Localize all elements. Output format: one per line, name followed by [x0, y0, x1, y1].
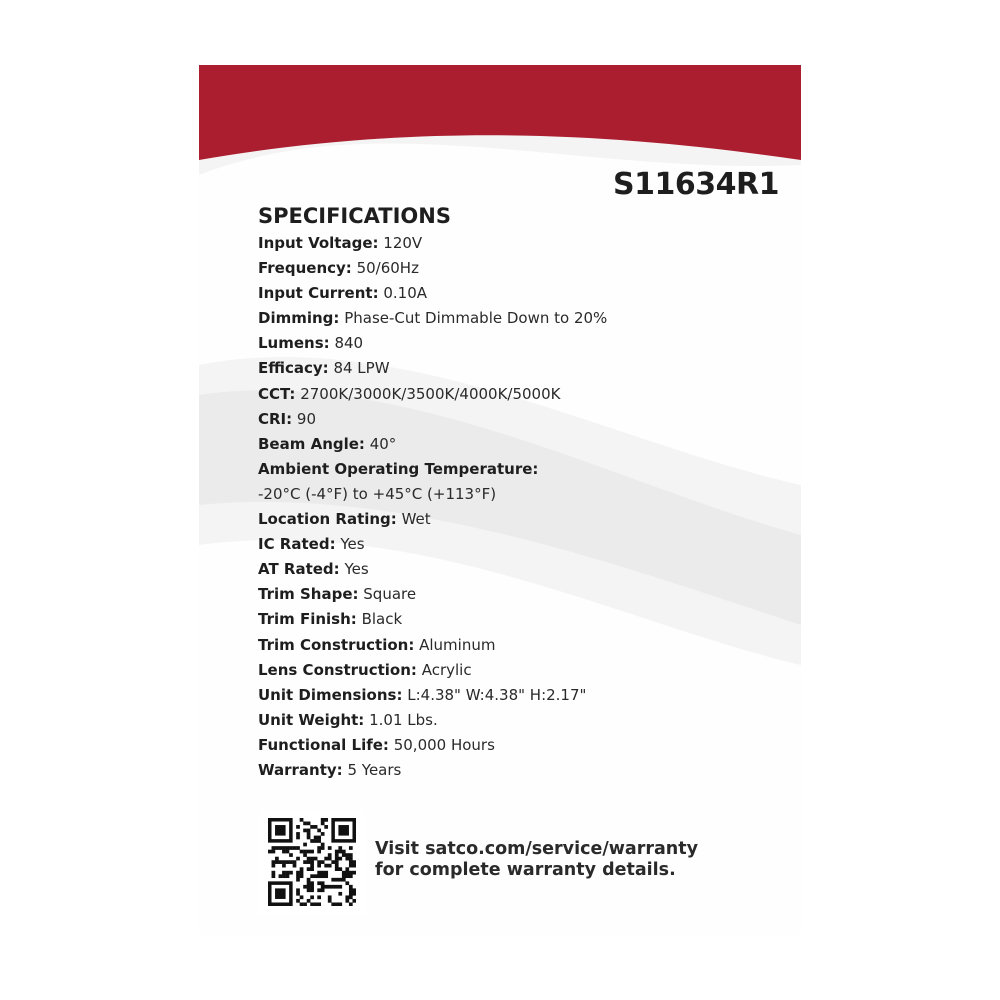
spec-value: 2700K/3000K/3500K/4000K/5000K	[300, 384, 561, 403]
spec-row	[258, 633, 607, 658]
spec-label: Unit Weight:	[258, 710, 365, 729]
spec-row	[258, 331, 607, 356]
specifications-list	[258, 231, 607, 783]
qr-code	[258, 810, 366, 915]
spec-row	[258, 382, 607, 407]
spec-value: 50/60Hz	[356, 259, 419, 278]
spec-label: Functional Life:	[258, 735, 389, 754]
spec-label: AT Rated:	[258, 560, 340, 579]
spec-label: Trim Construction:	[258, 635, 415, 654]
spec-value: 120V	[383, 234, 423, 252]
spec-value: 90	[296, 409, 317, 428]
spec-row	[258, 306, 607, 331]
spec-label: Trim Shape:	[258, 585, 359, 604]
spec-label: Dimming:	[258, 309, 340, 328]
spec-row	[258, 407, 607, 432]
spec-value: 50,000 Hours	[393, 735, 495, 754]
spec-row	[258, 356, 607, 381]
warranty-line-2: for complete warranty details.	[375, 860, 676, 880]
spec-label: Beam Angle:	[258, 434, 365, 453]
spec-label: Lens Construction:	[258, 660, 417, 679]
spec-value: 840	[334, 334, 364, 353]
warranty-line-1: Visit satco.com/service/warranty	[375, 839, 698, 859]
spec-row	[258, 683, 607, 708]
specifications-heading: SPECIFICATIONS	[258, 204, 451, 228]
spec-row	[258, 432, 607, 457]
spec-row	[258, 758, 607, 783]
spec-value: Phase-Cut Dimmable Down to 20%	[344, 309, 608, 328]
spec-value: 0.10A	[383, 284, 428, 303]
spec-value: 84 LPW	[333, 359, 390, 378]
spec-row	[258, 733, 607, 758]
spec-value: L:4.38" W:4.38" H:2.17"	[407, 685, 587, 704]
spec-value: 5 Years	[347, 760, 402, 779]
qr-code-icon	[268, 818, 356, 906]
spec-label: Warranty:	[258, 760, 343, 779]
spec-value: Wet	[401, 510, 431, 529]
spec-value: Yes	[340, 535, 365, 554]
spec-value: 1.01 Lbs.	[369, 710, 438, 729]
spec-card	[199, 65, 801, 935]
spec-label: IC Rated:	[258, 535, 336, 554]
spec-value: Yes	[344, 560, 369, 579]
spec-value: Black	[361, 610, 403, 629]
spec-row	[258, 507, 607, 532]
spec-label: Input Current:	[258, 284, 379, 303]
spec-row	[258, 482, 607, 507]
spec-label: Lumens:	[258, 334, 330, 353]
spec-row	[258, 256, 607, 281]
spec-label: CRI:	[258, 409, 293, 428]
spec-value: Square	[363, 585, 417, 604]
spec-row	[258, 457, 607, 482]
spec-label: Frequency:	[258, 259, 352, 278]
spec-row	[258, 532, 607, 557]
spec-label: Ambient Operating Temperature:	[258, 459, 539, 478]
spec-label: Trim Finish:	[258, 610, 357, 629]
model-number: S11634R1	[613, 167, 779, 202]
spec-label: Location Rating:	[258, 510, 397, 529]
spec-value: -20°C (-4°F) to +45°C (+113°F)	[258, 484, 497, 503]
spec-row	[258, 231, 607, 256]
spec-row	[258, 607, 607, 632]
spec-row	[258, 708, 607, 733]
spec-label: Unit Dimensions:	[258, 685, 403, 704]
spec-row	[258, 281, 607, 306]
spec-label: Efficacy:	[258, 359, 329, 378]
spec-value: 40°	[369, 434, 397, 453]
warranty-notice	[375, 839, 698, 881]
spec-value: Aluminum	[419, 635, 496, 654]
spec-label: Input Voltage:	[258, 234, 379, 252]
spec-row	[258, 582, 607, 607]
spec-row	[258, 557, 607, 582]
spec-value: Acrylic	[421, 660, 472, 679]
spec-row	[258, 658, 607, 683]
spec-label: CCT:	[258, 384, 296, 403]
